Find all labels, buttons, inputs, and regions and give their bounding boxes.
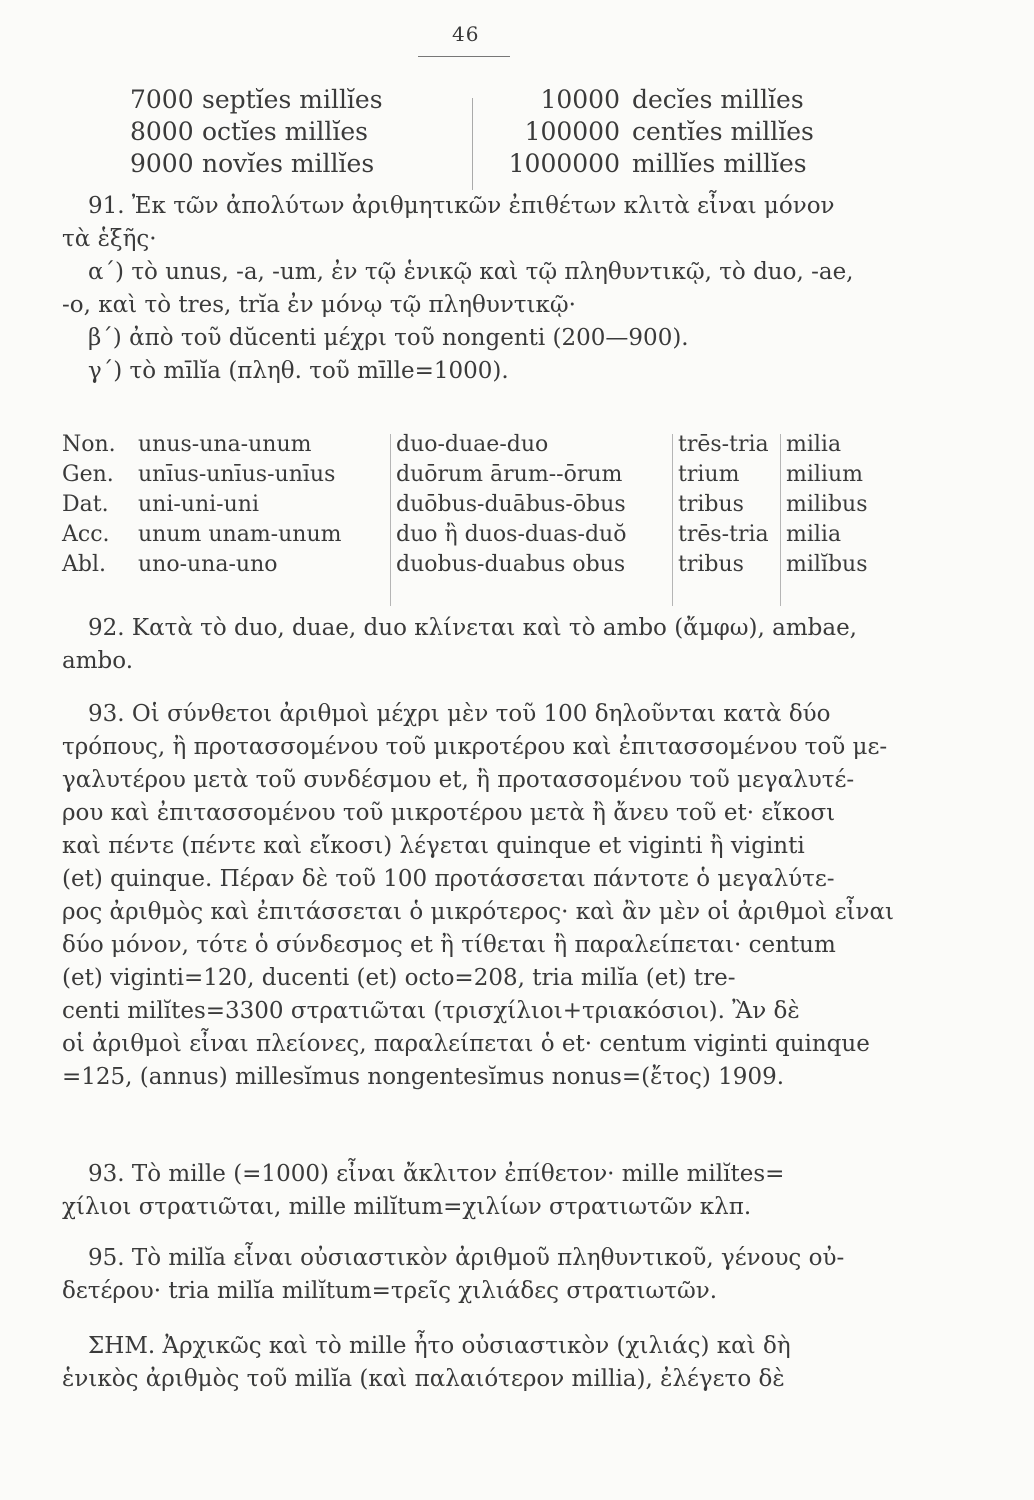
declension-form: milĭbus bbox=[786, 552, 868, 577]
numeral-value: 1000000 bbox=[508, 149, 620, 178]
numeral-row bbox=[130, 116, 460, 148]
column-divider bbox=[390, 434, 391, 606]
case-label: Abl. bbox=[62, 552, 106, 577]
numeral-word: septĭes millĭes bbox=[202, 85, 383, 114]
numerals-divider bbox=[472, 98, 473, 190]
declension-form: duo ἢ duos-duas-duŏ bbox=[396, 522, 627, 547]
text-line: ρος ἀριθμὸς καὶ ἐπιτάσσεται ὁ μικρότερος· καὶ ἂν μὲν οἱ ἀριθμοὶ εἶναι bbox=[62, 899, 895, 925]
declension-form: unus-una-unum bbox=[138, 432, 312, 457]
text-line: ἑνικὸς ἀριθμὸς τοῦ milĭa (καὶ παλαιότερον millia), ἐλέγετο δὲ bbox=[62, 1366, 785, 1392]
declension-form: tribus bbox=[678, 552, 744, 577]
numeral-value: 7000 bbox=[130, 85, 194, 114]
numeral-row bbox=[502, 116, 862, 148]
text-line: (et) quinque. Πέραν δὲ τοῦ 100 προτάσσεται πάντοτε ὁ μεγαλύτε- bbox=[62, 866, 835, 892]
case-label: Dat. bbox=[62, 492, 109, 517]
numeral-value: 8000 bbox=[130, 117, 194, 146]
text-line: 93. Τὸ mille (=1000) εἶναι ἄκλιτον ἐπίθετον· mille milĭtes= bbox=[88, 1161, 785, 1187]
text-line: τρόπους, ἢ προτασσομένου τοῦ μικροτέρου καὶ ἐπιτασσομένου τοῦ με- bbox=[62, 734, 888, 760]
declension-form: milia bbox=[786, 432, 842, 457]
numeral-value: 100000 bbox=[524, 117, 620, 146]
text-line: centi milĭtes=3300 στρατιῶται (τρισχίλιοι+τριακόσιοι). Ἂν δὲ bbox=[62, 998, 800, 1024]
numeral-value: 10000 bbox=[540, 85, 620, 114]
text-line: ρου καὶ ἐπιτασσομένου τοῦ μικροτέρου μετὰ ἢ ἄνευ τοῦ et· εἴκοσι bbox=[62, 800, 836, 826]
text-line: -o, καὶ τὸ tres, trĭa ἐν μόνῳ τῷ πληθυντικῷ· bbox=[62, 292, 576, 318]
numeral-word: octĭes millĭes bbox=[202, 117, 368, 146]
numeral-row bbox=[502, 84, 862, 116]
text-line: β΄) ἀπὸ τοῦ dŭcenti μέχρι τοῦ nongenti (200—900). bbox=[88, 325, 689, 351]
declension-cases bbox=[62, 430, 116, 580]
declension-form: tribus bbox=[678, 492, 744, 517]
text-line: ΣΗΜ. Ἀρχικῶς καὶ τὸ mille ἦτο οὐσιαστικὸν (χιλιάς) καὶ δὴ bbox=[88, 1333, 791, 1359]
section-94 bbox=[62, 1158, 892, 1224]
text-line: 93. Οἱ σύνθετοι ἀριθμοὶ μέχρι μὲν τοῦ 100 δηλοῦνται κατὰ δύο bbox=[88, 701, 831, 727]
text-line: 95. Τὸ milĭa εἶναι οὐσιαστικὸν ἀριθμοῦ πληθυντικοῦ, γένους οὐ- bbox=[88, 1245, 845, 1271]
column-divider bbox=[672, 434, 673, 606]
declension-form: uni-uni-uni bbox=[138, 492, 259, 517]
text-line: γαλυτέρου μετὰ τοῦ συνδέσμου et, ἢ προτασσομένου τοῦ μεγαλυτέ- bbox=[62, 767, 855, 793]
declension-form: duo-duae-duo bbox=[396, 432, 549, 457]
note-section bbox=[62, 1330, 892, 1396]
declension-duo bbox=[396, 430, 626, 580]
text-line: 91. Ἐκ τῶν ἀπολύτων ἀριθμητικῶν ἐπιθέτων κλιτὰ εἶναι μόνον bbox=[88, 193, 835, 219]
declension-form: duōrum ārum--ōrum bbox=[396, 462, 623, 487]
numeral-word: novĭes millĭes bbox=[202, 149, 375, 178]
text-line: οἱ ἀριθμοὶ εἶναι πλείονες, παραλείπεται ὁ et· centum viginti quinque bbox=[62, 1031, 870, 1057]
text-line: καὶ πέντε (πέντε καὶ εἴκοσι) λέγεται quinque et viginti ἢ viginti bbox=[62, 833, 805, 859]
page-number-rule bbox=[418, 56, 510, 57]
declension-form: unum unam-unum bbox=[138, 522, 342, 547]
numeral-word: decĭes millĭes bbox=[632, 85, 804, 114]
text-line: 92. Κατὰ τὸ duo, duae, duo κλίνεται καὶ τὸ ambo (ἄμφω), ambae, bbox=[88, 615, 857, 641]
section-91 bbox=[62, 190, 892, 388]
declension-form: uno-una-uno bbox=[138, 552, 278, 577]
numeral-row bbox=[130, 84, 460, 116]
declension-form: milia bbox=[786, 522, 842, 547]
section-93 bbox=[62, 698, 895, 1094]
declension-milia bbox=[786, 430, 868, 580]
text-line: δετέρου· tria milĭa milĭtum=τρεῖς χιλιάδες στρατιωτῶν. bbox=[62, 1278, 718, 1304]
declension-form: milibus bbox=[786, 492, 868, 517]
declension-form: trēs-tria bbox=[678, 432, 769, 457]
numerals-right-column bbox=[502, 84, 862, 180]
declension-form: duōbus-duābus-ōbus bbox=[396, 492, 626, 517]
section-95 bbox=[62, 1242, 892, 1308]
case-label: Non. bbox=[62, 432, 116, 457]
declension-form: unīus-unīus-unīus bbox=[138, 462, 336, 487]
declension-tres bbox=[678, 430, 769, 580]
case-label: Acc. bbox=[62, 522, 110, 547]
text-line: =125, (annus) millesĭmus nongentesĭmus nonus=(ἔτος) 1909. bbox=[62, 1064, 785, 1090]
text-line: τὰ ἑξῆς· bbox=[62, 226, 157, 252]
text-line: α΄) τὸ unus, -a, -um, ἐν τῷ ἑνικῷ καὶ τῷ πληθυντικῷ, τὸ duo, -ae, bbox=[88, 259, 854, 285]
numeral-row bbox=[502, 148, 862, 180]
column-divider bbox=[780, 434, 781, 606]
declension-form: trēs-tria bbox=[678, 522, 769, 547]
declension-form: trium bbox=[678, 462, 740, 487]
numeral-row bbox=[130, 148, 460, 180]
numeral-word: millĭes millĭes bbox=[632, 149, 807, 178]
text-line: χίλιοι στρατιῶται, mille milĭtum=χιλίων στρατιωτῶν κλπ. bbox=[62, 1194, 752, 1220]
text-line: ambo. bbox=[62, 648, 133, 674]
text-line: γ΄) τὸ mīlĭa (πληθ. τοῦ mīlle=1000). bbox=[88, 358, 509, 384]
case-label: Gen. bbox=[62, 462, 114, 487]
text-line: (et) viginti=120, ducenti (et) octo=208, tria milĭa (et) tre- bbox=[62, 965, 736, 991]
text-line: δύο μόνον, τότε ὁ σύνδεσμος et ἢ τίθεται ἢ παραλείπεται· centum bbox=[62, 932, 836, 958]
numerals-left-column bbox=[130, 84, 460, 180]
section-92 bbox=[62, 612, 892, 678]
declension-form: milium bbox=[786, 462, 863, 487]
page-number: 46 bbox=[452, 22, 480, 46]
declension-form: duobus-duabus obus bbox=[396, 552, 626, 577]
declension-unus bbox=[138, 430, 341, 580]
numeral-value: 9000 bbox=[130, 149, 194, 178]
numeral-word: centĭes millĭes bbox=[632, 117, 814, 146]
